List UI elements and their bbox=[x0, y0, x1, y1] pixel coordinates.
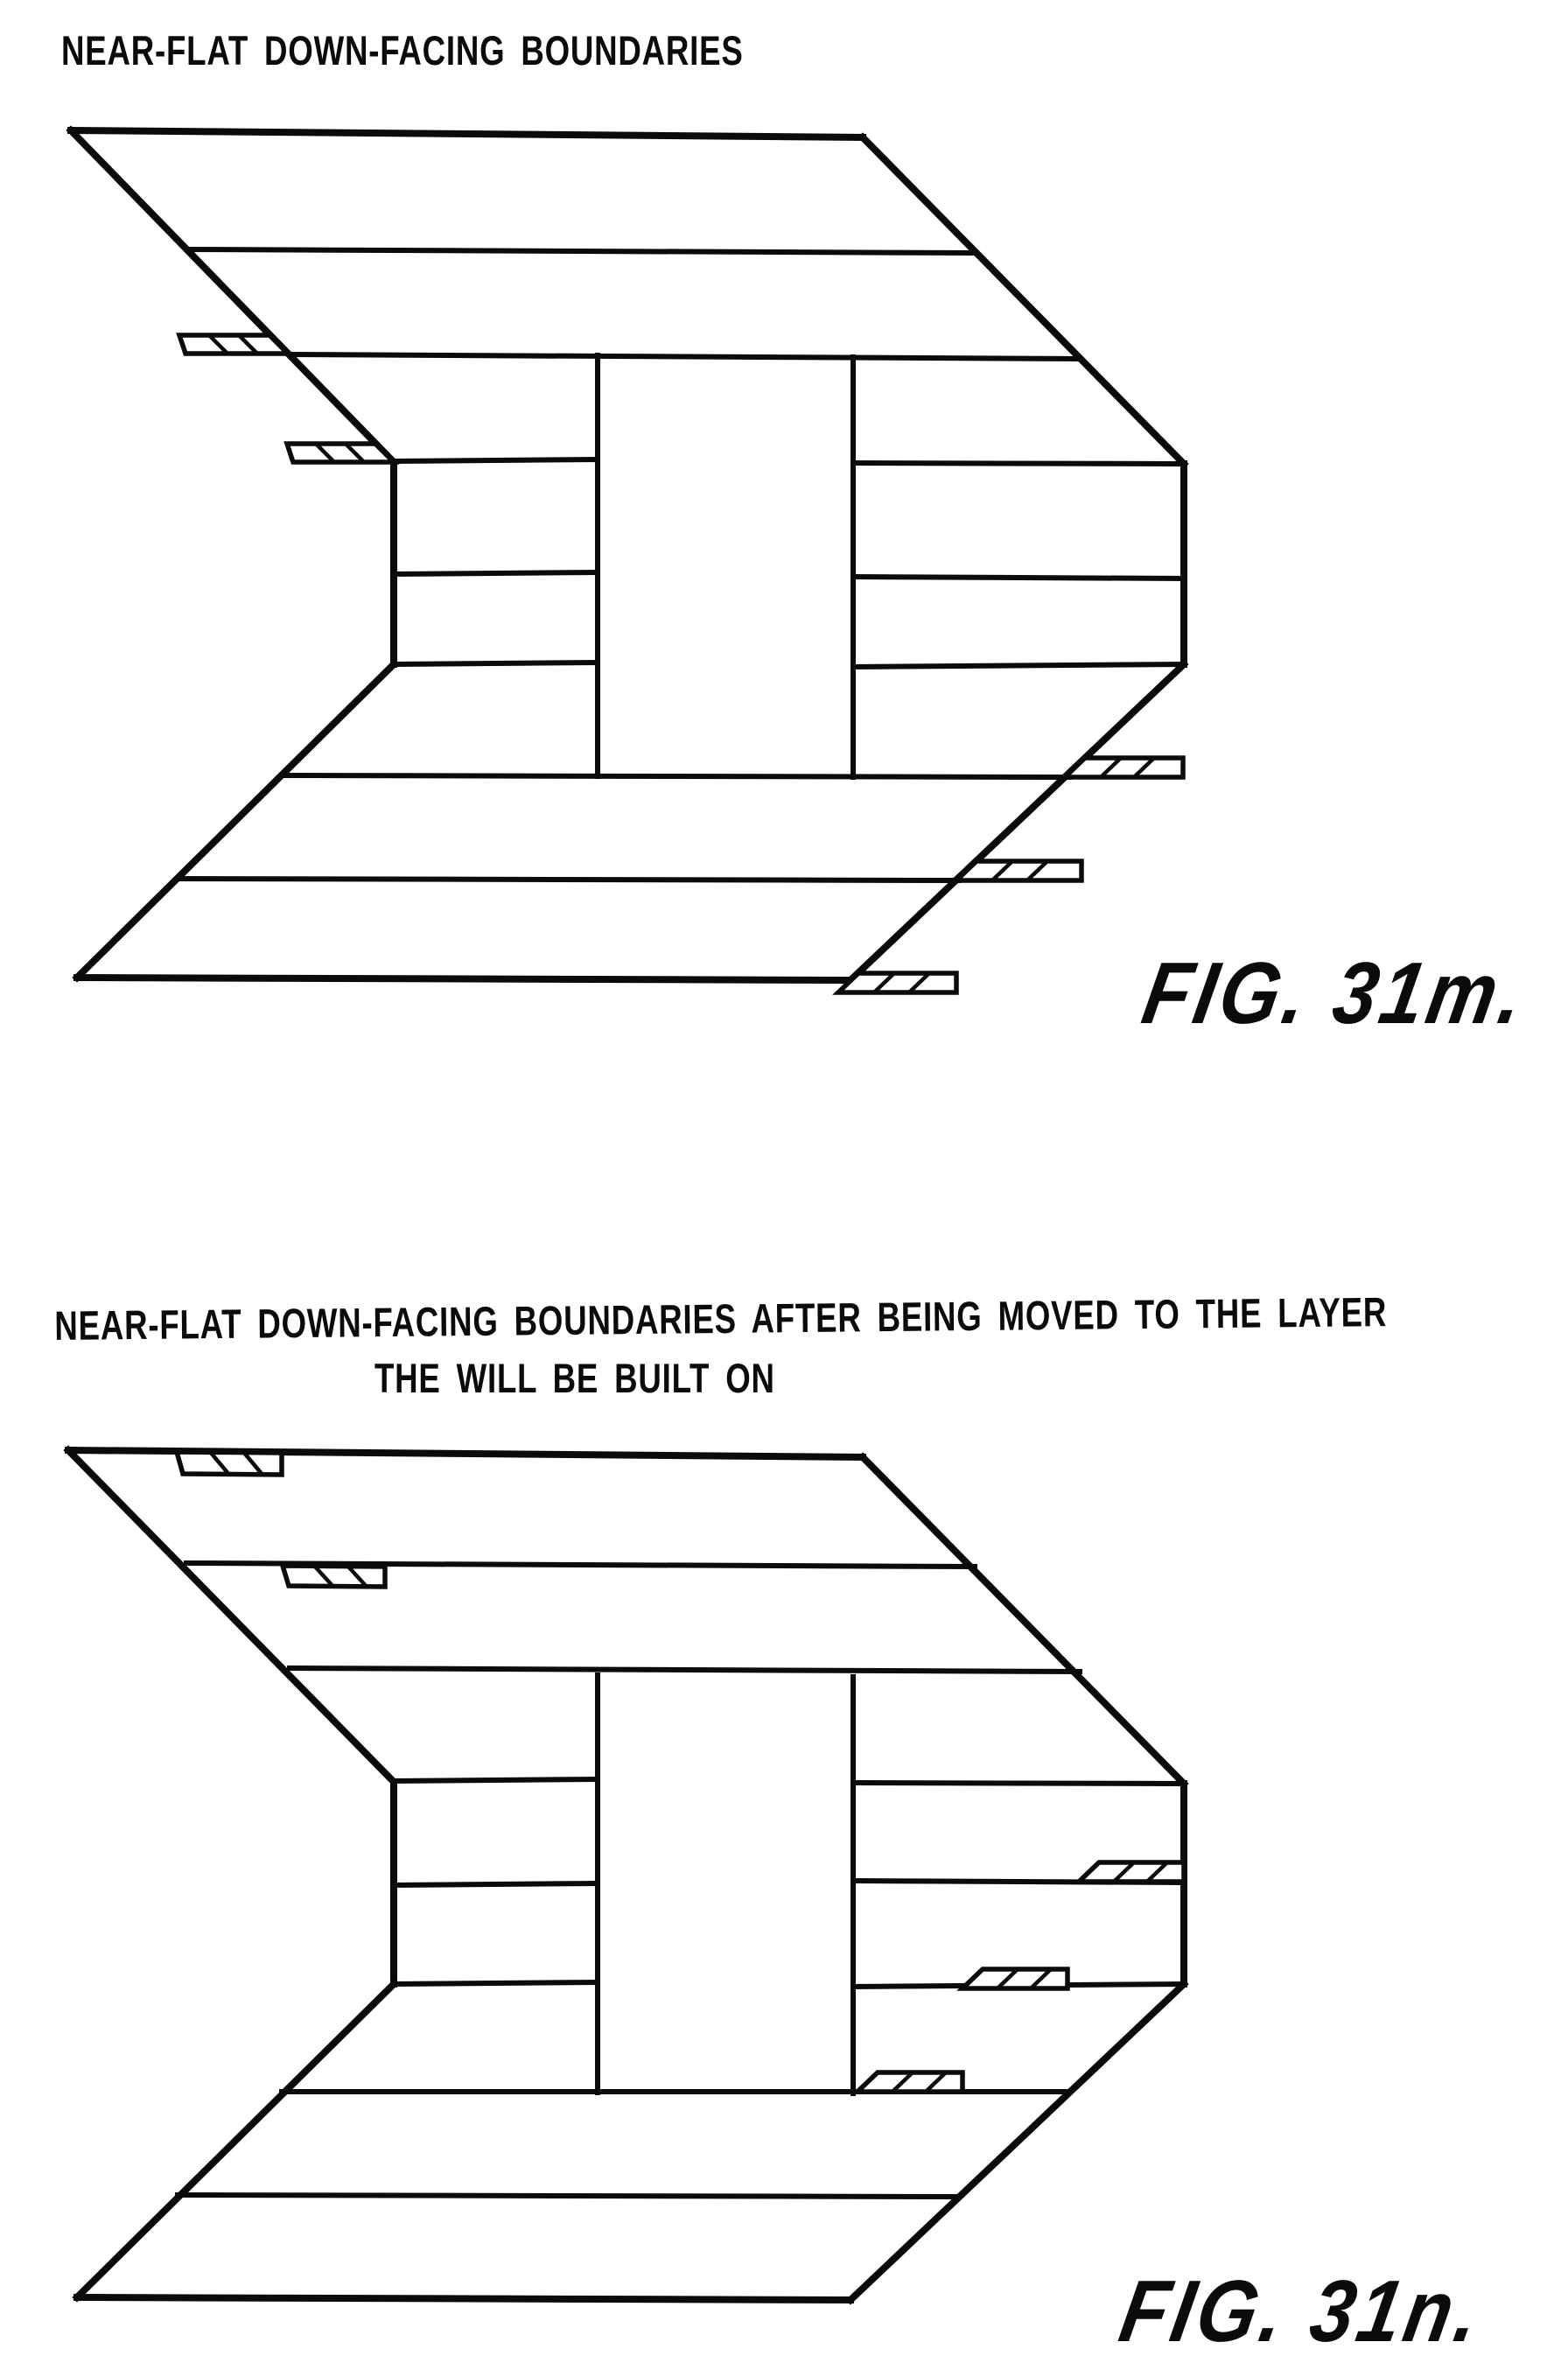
fig-n-outline-1 bbox=[68, 1450, 394, 1782]
fig-n-outline-5 bbox=[77, 1984, 394, 2297]
fig-m-layer-line-3 bbox=[853, 463, 1184, 464]
fig-m-layer-line-1 bbox=[290, 354, 1080, 359]
fig-n-outline-6 bbox=[850, 1984, 1184, 2300]
fig-n-outline-2 bbox=[863, 1457, 1184, 1784]
fig-m-outline-2 bbox=[863, 137, 1184, 464]
fig-m-outline-5 bbox=[77, 664, 394, 978]
fig-m-layer-line-6 bbox=[394, 663, 598, 664]
figure-m-caption: FIG. 31m. bbox=[1136, 944, 1535, 1042]
figure-n-caption: FIG. 31n. bbox=[1113, 2262, 1491, 2360]
figure-n-title-line2: THE WILL BE BUILT ON bbox=[374, 1355, 775, 1401]
fig-n-layer-line-9 bbox=[178, 2195, 959, 2197]
fig-m-outline-0 bbox=[71, 130, 863, 137]
fig-m-outline-7 bbox=[77, 978, 850, 980]
fig-n-layer-line-2 bbox=[394, 1779, 598, 1781]
fig-m-boundary-tab-2 bbox=[1065, 758, 1183, 777]
fig-m-boundary-tab-0 bbox=[179, 335, 288, 354]
fig-n-layer-line-4 bbox=[394, 1883, 598, 1885]
fig-m-layer-line-7 bbox=[853, 664, 1184, 667]
fig-n-outline-7 bbox=[77, 2297, 850, 2300]
fig-m bbox=[71, 130, 1184, 992]
fig-n-layer-line-3 bbox=[853, 1783, 1184, 1784]
fig-m-layer-line-8 bbox=[282, 775, 1069, 777]
fig-n-layer-line-1 bbox=[290, 1668, 1080, 1672]
fig-n-boundary-tab-1 bbox=[283, 1566, 385, 1587]
figure-m-title: NEAR-FLAT DOWN-FACING BOUNDARIES bbox=[61, 27, 744, 74]
fig-m-layer-line-5 bbox=[853, 577, 1184, 578]
fig-m-outline-6 bbox=[850, 664, 1184, 980]
fig-m-boundary-tab-3 bbox=[956, 861, 1082, 880]
fig-m-boundary-tab-4 bbox=[838, 973, 956, 992]
fig-m-boundary-tab-1 bbox=[287, 444, 394, 462]
fig-m-layer-line-0 bbox=[187, 249, 975, 253]
figure-n-title-line1: NEAR-FLAT DOWN-FACING BOUNDARIES AFTER BEING MOVED TO THE LAYER bbox=[54, 1288, 1388, 1349]
fig-n-boundary-tab-0 bbox=[177, 1452, 282, 1475]
fig-m-outline-1 bbox=[71, 130, 394, 462]
fig-m-layer-line-2 bbox=[394, 459, 598, 461]
fig-n-layer-line-6 bbox=[394, 1982, 598, 1984]
fig-m-layer-line-4 bbox=[394, 572, 598, 574]
fig-m-layer-line-9 bbox=[178, 879, 959, 880]
fig-n bbox=[68, 1450, 1184, 2300]
